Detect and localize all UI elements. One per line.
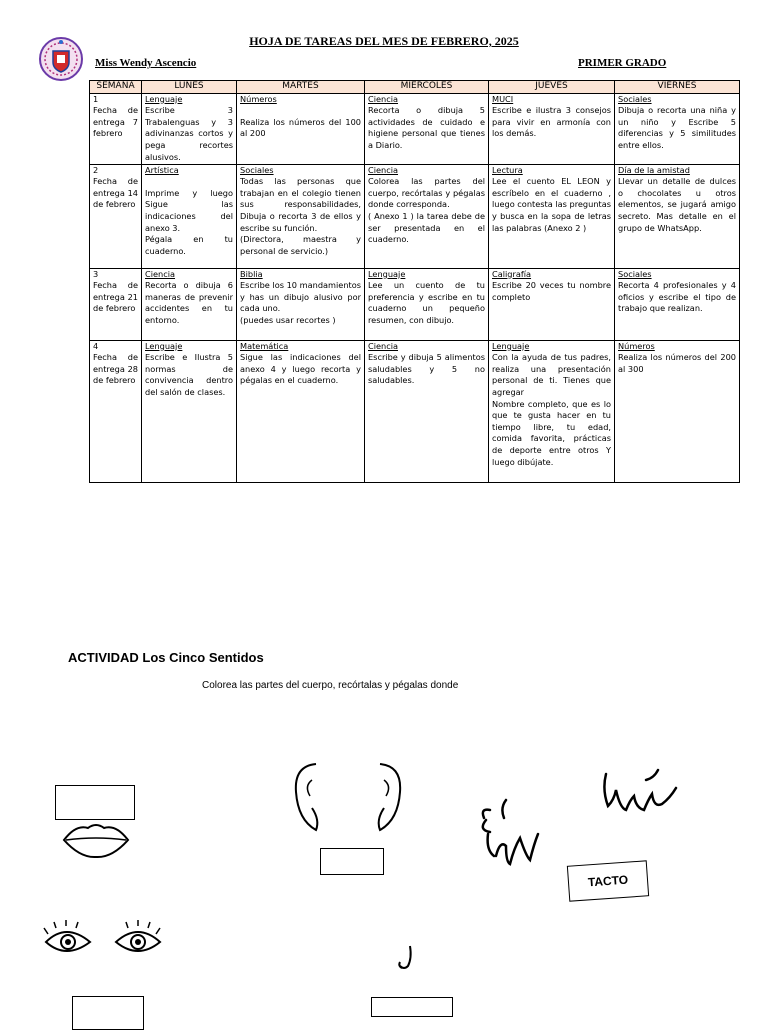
- task-cell: [142, 93, 237, 164]
- subject-label: Sociales: [618, 268, 652, 279]
- column-header: JUEVES: [489, 81, 615, 94]
- page-title: HOJA DE TAREAS DEL MES DE FEBRERO, 2025: [249, 34, 519, 48]
- task-text: Colorea las partes del cuerpo, recórtalas y pégalas donde corresponda. ( Anexo 1 ) la tarea debe de ser presentada en el cuaderno.: [368, 176, 485, 245]
- subject-label: Biblia: [240, 268, 263, 279]
- task-cell: [142, 268, 237, 340]
- activity-instructions: Colorea las partes del cuerpo, recórtalas y pégalas donde: [202, 680, 459, 691]
- subject-label: Matemática: [240, 340, 289, 351]
- task-cell: [365, 268, 489, 340]
- subject-label: Lectura: [492, 164, 523, 175]
- subject-label: Lenguaje: [368, 268, 406, 279]
- subject-label: Ciencia: [368, 164, 399, 175]
- column-header: SEMANA: [90, 81, 142, 94]
- subject-label: Sociales: [618, 93, 652, 104]
- nose-icon: [396, 944, 418, 972]
- table-row: [90, 93, 740, 164]
- task-text: Imprime y luego Sigue las indicaciones del anexo 3. Pégala en tu cuaderno.: [145, 187, 233, 256]
- task-text: Recorta o dibuja 6 maneras de prevenir accidentes en tu entorno.: [145, 280, 233, 325]
- grade-label: PRIMER GRADO: [578, 57, 667, 69]
- label-box-lips: [55, 785, 135, 820]
- column-header: MIERCOLES: [365, 81, 489, 94]
- task-cell: [615, 164, 740, 268]
- task-text: Con la ayuda de tus padres, realiza una presentación personal de ti. Tienes que agregar Nombre completo, que es lo que te gusta hacer en tu tiempo libre, tu edad, comida favorita, prácticas de deporte entre otros Y luego dibújate.: [492, 352, 611, 467]
- subject-label: Caligrafía: [492, 268, 532, 279]
- column-header: MARTES: [237, 81, 365, 94]
- task-text: Realiza los números del 100 al 200: [240, 116, 361, 139]
- week-cell: 3 Fecha de entrega 21 de febrero: [90, 268, 142, 340]
- subject-label: Lenguaje: [492, 340, 530, 351]
- task-cell: [365, 164, 489, 268]
- task-cell: [489, 268, 615, 340]
- subject-label: Lenguaje: [145, 340, 183, 351]
- subject-label: Números: [240, 93, 277, 104]
- lips-icon: [62, 820, 130, 860]
- task-text: Escribe e Ilustra 5 normas de convivencia dentro del salón de clases.: [145, 352, 233, 397]
- subject-label: Ciencia: [368, 340, 399, 351]
- task-cell: [237, 93, 365, 164]
- task-cell: [489, 93, 615, 164]
- task-text: Lee un cuento de tu preferencia y escribe en tu cuaderno un pequeño resumen, con dibujo.: [368, 280, 485, 325]
- hands-icon: [476, 760, 686, 870]
- subject-label: Día de la amistad: [618, 164, 690, 175]
- task-cell: [489, 164, 615, 268]
- subject-label: Sociales: [240, 164, 274, 175]
- task-cell: [142, 340, 237, 482]
- label-box-eyes: [72, 996, 144, 1030]
- task-cell: [615, 340, 740, 482]
- table-row: [90, 340, 740, 482]
- table-header-row: [90, 81, 740, 94]
- task-cell: [237, 268, 365, 340]
- task-text: Escribe e ilustra 3 consejos para vivir en armonía con los demás.: [492, 105, 611, 139]
- column-header: VIERNES: [615, 81, 740, 94]
- week-cell: 2 Fecha de entrega 14 de febrero: [90, 164, 142, 268]
- task-text: Realiza los números del 200 al 300: [618, 352, 736, 374]
- eyes-icon: [42, 920, 182, 965]
- task-text: Sigue las indicaciones del anexo 4 y luego recorta y pégalas en el cuaderno.: [240, 352, 361, 386]
- week-cell: 1 Fecha de entrega 7 febrero: [90, 93, 142, 164]
- task-text: Dibuja o recorta una niña y un niño y Escribe 5 diferencias y 5 similitudes entre ellos.: [618, 105, 736, 150]
- homework-table: [89, 80, 740, 483]
- task-text: Recorta o dibuja 5 actividades de cuidado e higiene personal que tienes a Diario.: [368, 105, 485, 150]
- task-cell: [489, 340, 615, 482]
- task-text: Recorta 4 profesionales y 4 oficios y escribe el tipo de trabajo que realizan.: [618, 280, 736, 314]
- task-text: Lee el cuento EL LEON y escríbelo en el cuaderno , luego contesta las preguntas y busca en la sopa de letras las palabras (Anexo 2 ): [492, 176, 612, 233]
- activity-title: ACTIVIDAD Los Cinco Sentidos: [68, 650, 264, 665]
- task-cell: [615, 268, 740, 340]
- tacto-label: TACTO: [567, 860, 649, 901]
- subject-label: Lenguaje: [145, 93, 183, 104]
- label-box-nose: [371, 997, 453, 1017]
- week-cell: 4 Fecha de entrega 28 de febrero: [90, 340, 142, 482]
- subject-label: Ciencia: [145, 268, 176, 279]
- label-box-ears: [320, 848, 384, 875]
- task-text: Escribe 3 Trabalenguas y 3 adivinanzas cortos y pega recortes alusivos.: [145, 105, 233, 162]
- task-cell: [615, 93, 740, 164]
- table-row: [90, 268, 740, 340]
- task-text: Escribe y dibuja 5 alimentos saludables y 5 no saludables.: [368, 352, 485, 386]
- task-cell: [365, 93, 489, 164]
- ears-icon: [288, 760, 408, 835]
- subject-label: Artística: [145, 164, 179, 175]
- task-cell: [237, 340, 365, 482]
- task-text: Todas las personas que trabajan en el colegio tienen sus responsabilidades, Dibuja o recorta 3 de ellos y escribe su función. (Directora, maestra y personal de servicio.): [240, 176, 361, 256]
- subject-label: MUCI: [492, 93, 514, 104]
- teacher-name: Miss Wendy Ascencio: [95, 57, 197, 69]
- subject-label: Números: [618, 340, 655, 351]
- task-cell: [142, 164, 237, 268]
- subject-label: Ciencia: [368, 93, 399, 104]
- task-text: Escribe 20 veces tu nombre completo: [492, 280, 611, 302]
- column-header: LUNES: [142, 81, 237, 94]
- task-text: Llevar un detalle de dulces o chocolates u otros elementos, se jugará amigo secreto. Mas detalle en el grupo de WhatsApp.: [618, 176, 736, 233]
- table-row: [90, 164, 740, 268]
- task-text: Escribe los 10 mandamientos y has un dibujo alusivo por cada uno. (puedes usar recortes ): [240, 280, 361, 325]
- task-cell: [365, 340, 489, 482]
- task-cell: [237, 164, 365, 268]
